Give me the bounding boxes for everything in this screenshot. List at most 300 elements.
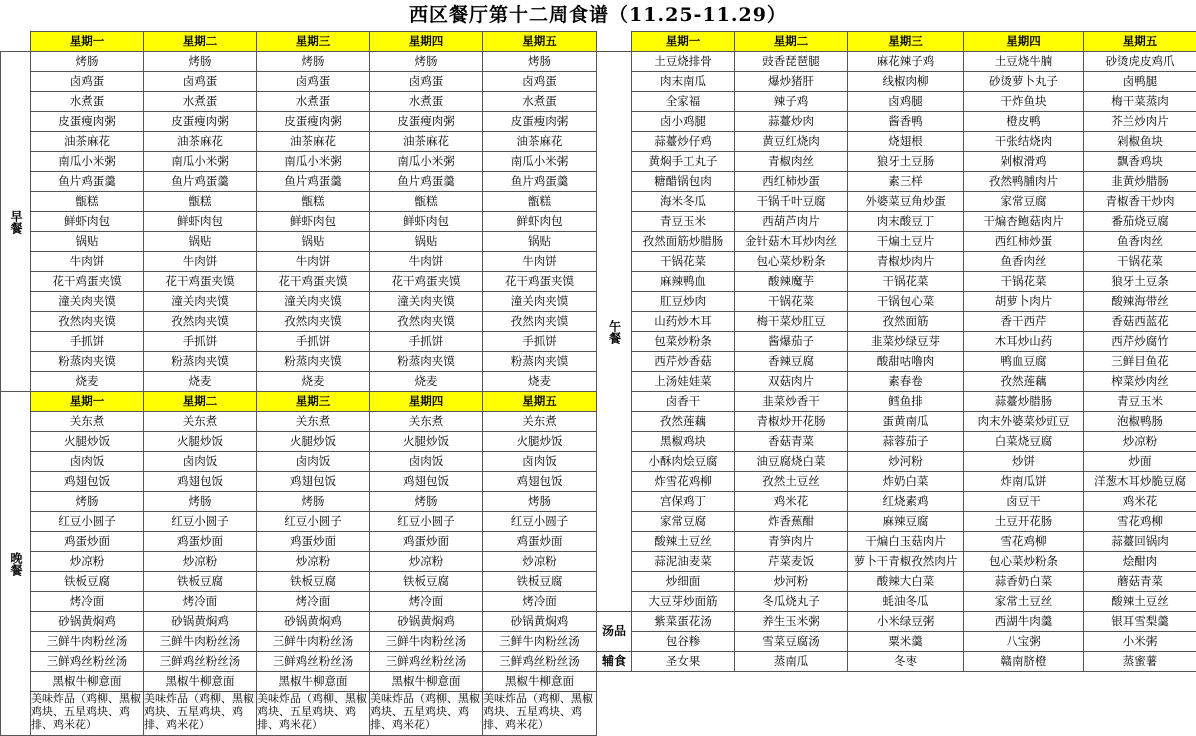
menu-cell: 干锅花菜 <box>848 272 964 292</box>
menu-cell: 卤豆干 <box>964 492 1084 512</box>
day-header: 星期一 <box>632 32 735 52</box>
menu-cell: 炒凉粉 <box>483 552 597 572</box>
menu-cell: 烤冷面 <box>257 592 370 612</box>
menu-cell: 素三样 <box>848 172 964 192</box>
menu-cell: 孜然肉夹馍 <box>31 312 144 332</box>
menu-cell: 关东煮 <box>31 412 144 432</box>
menu-cell: 烤肠 <box>483 492 597 512</box>
menu-cell: 肉末南瓜 <box>632 72 735 92</box>
menu-cell: 美味炸品（鸡柳、黑椒鸡块、五星鸡块、鸡排、鸡米花） <box>144 692 257 736</box>
menu-cell: 蛋黄南瓜 <box>848 412 964 432</box>
menu-cell: 蒜蓉茄子 <box>848 432 964 452</box>
section-label-dinner: 晚餐 <box>1 392 31 736</box>
menu-cell: 黑椒牛柳意面 <box>483 672 597 692</box>
menu-cell: 青豆玉米 <box>1084 392 1196 412</box>
menu-cell: 砂锅黄焖鸡 <box>370 612 483 632</box>
menu-cell: 手抓饼 <box>483 332 597 352</box>
menu-cell: 梅干菜蒸肉 <box>1084 92 1196 112</box>
menu-cell: 养生玉米粥 <box>735 612 848 632</box>
menu-cell: 油茶麻花 <box>370 132 483 152</box>
menu-cell: 洋葱木耳炒脆豆腐 <box>1084 472 1196 492</box>
menu-cell: 火腿炒饭 <box>31 432 144 452</box>
menu-cell: 剁椒鱼块 <box>1084 132 1196 152</box>
menu-cell: 三鲜鸡丝粉丝汤 <box>257 652 370 672</box>
menu-cell: 鸡蛋炒面 <box>257 532 370 552</box>
menu-cell: 南瓜小米粥 <box>31 152 144 172</box>
menu-cell: 西芹炒香菇 <box>632 352 735 372</box>
lunch-row <box>597 252 1196 272</box>
breakfast-row <box>1 172 597 192</box>
menu-cell: 铁板豆腐 <box>31 572 144 592</box>
day-header: 星期五 <box>483 32 597 52</box>
day-header: 星期二 <box>735 32 848 52</box>
lunch-row <box>597 352 1196 372</box>
menu-cell: 牛肉饼 <box>144 252 257 272</box>
breakfast-row <box>1 132 597 152</box>
menu-cell: 烤肠 <box>257 492 370 512</box>
menu-cell: 干煸杏鲍菇肉片 <box>964 212 1084 232</box>
menu-cell: 潼关肉夹馍 <box>144 292 257 312</box>
menu-cell: 火腿炒饭 <box>370 432 483 452</box>
menu-cell: 粉蒸肉夹馍 <box>144 352 257 372</box>
menu-cell: 韭黄炒腊肠 <box>1084 172 1196 192</box>
menu-cell: 鱼片鸡蛋羹 <box>31 172 144 192</box>
menu-cell: 卤小鸡腿 <box>632 112 735 132</box>
menu-cell: 麻花辣子鸡 <box>848 52 964 72</box>
menu-cell: 蒜薹炒肉 <box>735 112 848 132</box>
menu-cell: 卤鸡蛋 <box>257 72 370 92</box>
menu-cell: 炒凉粉 <box>370 552 483 572</box>
menu-cell: 手抓饼 <box>31 332 144 352</box>
lunch-row <box>597 132 1196 152</box>
menu-cell: 锅贴 <box>144 232 257 252</box>
menu-cell: 红豆小圆子 <box>483 512 597 532</box>
lunch-row <box>597 212 1196 232</box>
breakfast-row <box>1 332 597 352</box>
lunch-row <box>597 452 1196 472</box>
menu-cell: 银耳雪梨羹 <box>1084 612 1196 632</box>
menu-cell: 卤鸡蛋 <box>483 72 597 92</box>
lunch-row <box>597 552 1196 572</box>
menu-cell: 小米粥 <box>1084 632 1196 652</box>
breakfast-row <box>1 312 597 332</box>
menu-cell: 砂烫虎皮鸡爪 <box>1084 52 1196 72</box>
menu-cell: 青椒炒开花肠 <box>735 412 848 432</box>
breakfast-row <box>1 152 597 172</box>
menu-cell: 鸡蛋炒面 <box>31 532 144 552</box>
lunch-row <box>597 232 1196 252</box>
dinner-row <box>1 532 597 552</box>
menu-cell: 甑糕 <box>31 192 144 212</box>
menu-cell: 皮蛋瘦肉粥 <box>370 112 483 132</box>
menu-cell: 皮蛋瘦肉粥 <box>483 112 597 132</box>
page-title: 西区餐厅第十二周食谱（11.25-11.29） <box>0 0 1196 31</box>
menu-cell: 卤鸡蛋 <box>144 72 257 92</box>
menu-cell: 三鲜牛肉粉丝汤 <box>370 632 483 652</box>
menu-cell: 三鲜鸡丝粉丝汤 <box>144 652 257 672</box>
corner-cell <box>1 32 31 52</box>
menu-cell: 鸡米花 <box>1084 492 1196 512</box>
menu-cell: 鸡翅包饭 <box>31 472 144 492</box>
menu-cell: 铁板豆腐 <box>370 572 483 592</box>
menu-cell: 蒜薹炒仔鸡 <box>632 132 735 152</box>
menu-cell: 黑椒鸡块 <box>632 432 735 452</box>
menu-cell: 家常豆腐 <box>964 192 1084 212</box>
menu-cell: 油茶麻花 <box>483 132 597 152</box>
menu-cell: 炸香蕉酣 <box>735 512 848 532</box>
menu-cell: 卤肉饭 <box>257 452 370 472</box>
menu-cell: 鸡蛋炒面 <box>483 532 597 552</box>
menu-cell: 土豆烧排骨 <box>632 52 735 72</box>
menu-cell: 红豆小圆子 <box>370 512 483 532</box>
menu-cell: 南瓜小米粥 <box>257 152 370 172</box>
menu-cell: 三鲜鸡丝粉丝汤 <box>370 652 483 672</box>
menu-cell: 花干鸡蛋夹馍 <box>144 272 257 292</box>
menu-cell: 酸辣土豆丝 <box>632 532 735 552</box>
menu-cell: 糖醋锅包肉 <box>632 172 735 192</box>
menu-cell: 宫保鸡丁 <box>632 492 735 512</box>
corner-cell <box>597 32 632 52</box>
menu-cell: 飘香鸡块 <box>1084 152 1196 172</box>
breakfast-row <box>1 52 597 72</box>
menu-cell: 冬瓜烧丸子 <box>735 592 848 612</box>
menu-cell: 烧麦 <box>483 372 597 392</box>
menu-cell: 胡萝卜肉片 <box>964 292 1084 312</box>
section-label-lunch: 午餐 <box>597 52 632 612</box>
menu-cell: 炒面 <box>1084 452 1196 472</box>
day-header: 星期四 <box>370 392 483 412</box>
menu-cell: 烩酣肉 <box>1084 552 1196 572</box>
menu-cell: 肉末外婆菜炒豇豆 <box>964 412 1084 432</box>
menu-cell: 酱香鸭 <box>848 112 964 132</box>
lunch-row <box>597 372 1196 392</box>
menu-cell: 烤肠 <box>257 52 370 72</box>
menu-cell: 鸡翅包饭 <box>483 472 597 492</box>
menu-cell: 雪花鸡柳 <box>964 532 1084 552</box>
menu-cell: 美味炸品（鸡柳、黑椒鸡块、五星鸡块、鸡排、鸡米花） <box>483 692 597 736</box>
menu-cell: 雪菜豆腐汤 <box>735 632 848 652</box>
dinner-fried-row <box>1 692 597 736</box>
menu-cell: 炒凉粉 <box>257 552 370 572</box>
menu-cell: 冬枣 <box>848 652 964 672</box>
menu-cell: 三鲜鸡丝粉丝汤 <box>31 652 144 672</box>
menu-cell: 孜然面筋 <box>848 312 964 332</box>
menu-cell: 圣女果 <box>632 652 735 672</box>
day-header: 星期二 <box>144 32 257 52</box>
menu-cell: 粉蒸肉夹馍 <box>483 352 597 372</box>
menu-cell: 烧麦 <box>31 372 144 392</box>
menu-cell: 粟米羹 <box>848 632 964 652</box>
day-header: 星期三 <box>257 392 370 412</box>
day-header: 星期四 <box>964 32 1084 52</box>
menu-cell: 爆炒猪肝 <box>735 72 848 92</box>
soup-row <box>597 612 1196 632</box>
menu-cell: 烧麦 <box>370 372 483 392</box>
lunch-row <box>597 392 1196 412</box>
breakfast-row <box>1 372 597 392</box>
breakfast-row <box>1 352 597 372</box>
dinner-row <box>1 612 597 632</box>
menu-cell: 紫菜蛋花汤 <box>632 612 735 632</box>
menu-cell: 皮蛋瘦肉粥 <box>31 112 144 132</box>
menu-cell: 黑椒牛柳意面 <box>370 672 483 692</box>
menu-cell: 香菇青菜 <box>735 432 848 452</box>
menu-cell: 砂烫萝卜丸子 <box>964 72 1084 92</box>
menu-cell: 鲜虾肉包 <box>257 212 370 232</box>
menu-cell: 砂锅黄焖鸡 <box>483 612 597 632</box>
menu-cell: 三鲜牛肉粉丝汤 <box>257 632 370 652</box>
menu-cell: 卤肉饭 <box>370 452 483 472</box>
menu-cell: 素春卷 <box>848 372 964 392</box>
menu-cell: 卤鸭腿 <box>1084 72 1196 92</box>
menu-cell: 粉蒸肉夹馍 <box>257 352 370 372</box>
menu-cell: 西芹炒腐竹 <box>1084 332 1196 352</box>
menu-cell: 锅贴 <box>31 232 144 252</box>
menu-cell: 干煸土豆片 <box>848 232 964 252</box>
menu-cell: 鱼香肉丝 <box>1084 232 1196 252</box>
menu-cell: 酱爆茄子 <box>735 332 848 352</box>
menu-cell: 火腿炒饭 <box>483 432 597 452</box>
menu-cell: 美味炸品（鸡柳、黑椒鸡块、五星鸡块、鸡排、鸡米花） <box>370 692 483 736</box>
menu-cell: 酸辣海带丝 <box>1084 292 1196 312</box>
menu-cell: 橙皮鸭 <box>964 112 1084 132</box>
soup-row <box>597 632 1196 652</box>
side-row <box>597 652 1196 672</box>
menu-cell: 双菇肉片 <box>735 372 848 392</box>
menu-cell: 铁板豆腐 <box>257 572 370 592</box>
menu-cell: 小米绿豆粥 <box>848 612 964 632</box>
dinner-row <box>1 652 597 672</box>
menu-cell: 红烧素鸡 <box>848 492 964 512</box>
day-header: 星期五 <box>483 392 597 412</box>
menu-cell: 卤鸡蛋 <box>31 72 144 92</box>
menu-cell: 青笋肉片 <box>735 532 848 552</box>
lunch-row <box>597 92 1196 112</box>
menu-cell: 火腿炒饭 <box>257 432 370 452</box>
menu-cell: 烤冷面 <box>370 592 483 612</box>
menu-cell: 三鲜牛肉粉丝汤 <box>144 632 257 652</box>
lunch-row <box>597 492 1196 512</box>
menu-cell: 三鲜牛肉粉丝汤 <box>483 632 597 652</box>
menu-cell: 香菇西蓝花 <box>1084 312 1196 332</box>
breakfast-row <box>1 232 597 252</box>
day-header: 星期一 <box>31 32 144 52</box>
menu-cell: 包菜炒粉条 <box>632 332 735 352</box>
menu-cell: 肛豆炒肉 <box>632 292 735 312</box>
menu-cell: 番茄烧豆腐 <box>1084 212 1196 232</box>
menu-cell: 牛肉饼 <box>257 252 370 272</box>
menu-cell: 鲜虾肉包 <box>144 212 257 232</box>
section-label-side: 辅食 <box>597 652 632 672</box>
menu-cell: 炸雪花鸡柳 <box>632 472 735 492</box>
menu-cell: 炒凉粉 <box>144 552 257 572</box>
menu-cell: 鲜虾肉包 <box>31 212 144 232</box>
menu-cell: 甑糕 <box>144 192 257 212</box>
menu-cell: 甑糕 <box>483 192 597 212</box>
menu-cell: 砂锅黄焖鸡 <box>257 612 370 632</box>
menu-cell: 干张结烧肉 <box>964 132 1084 152</box>
menu-cell: 手抓饼 <box>370 332 483 352</box>
menu-cell: 三鲜鸡丝粉丝汤 <box>483 652 597 672</box>
menu-cell: 关东煮 <box>370 412 483 432</box>
menu-cell: 小酥肉烩豆腐 <box>632 452 735 472</box>
menu-cell: 蒸南瓜 <box>735 652 848 672</box>
menu-cell: 孜然肉夹馍 <box>483 312 597 332</box>
menu-cell: 炒河粉 <box>848 452 964 472</box>
menu-cell: 泡椒鸭肠 <box>1084 412 1196 432</box>
breakfast-row <box>1 212 597 232</box>
menu-cell: 粉蒸肉夹馍 <box>370 352 483 372</box>
menu-cell: 西红柿炒蛋 <box>964 232 1084 252</box>
day-header: 星期五 <box>1084 32 1196 52</box>
lunch-row <box>597 152 1196 172</box>
menu-cell: 牛肉饼 <box>483 252 597 272</box>
lunch-row <box>597 312 1196 332</box>
menu-cell: 蒜薹炒腊肠 <box>964 392 1084 412</box>
menu-cell: 烤肠 <box>31 492 144 512</box>
menu-cell: 蒜泥油麦菜 <box>632 552 735 572</box>
menu-cell: 油茶麻花 <box>257 132 370 152</box>
menu-cell: 手抓饼 <box>257 332 370 352</box>
menu-cell: 干锅花菜 <box>735 292 848 312</box>
day-header-row <box>597 32 1196 52</box>
menu-cell: 烧麦 <box>257 372 370 392</box>
menu-cell: 麻辣豆腐 <box>848 512 964 532</box>
menu-cell: 炸奶白菜 <box>848 472 964 492</box>
menu-cell: 土豆烧牛腩 <box>964 52 1084 72</box>
menu-cell: 水煮蛋 <box>257 92 370 112</box>
menu-cell: 烤冷面 <box>144 592 257 612</box>
menu-cell: 海米冬瓜 <box>632 192 735 212</box>
menu-cell: 萝卜干青椒孜然肉片 <box>848 552 964 572</box>
menu-cell: 烤肠 <box>144 492 257 512</box>
menu-cell: 甑糕 <box>257 192 370 212</box>
menu-cell: 烧翅根 <box>848 132 964 152</box>
lunch-row <box>597 472 1196 492</box>
lunch-row <box>597 192 1196 212</box>
menu-cell: 潼关肉夹馍 <box>483 292 597 312</box>
menu-cell: 大豆芽炒面筋 <box>632 592 735 612</box>
menu-cell: 豉香琵琶腿 <box>735 52 848 72</box>
menu-cell: 炸南瓜饼 <box>964 472 1084 492</box>
menu-cell: 香干西芹 <box>964 312 1084 332</box>
menu-cell: 酸辣大白菜 <box>848 572 964 592</box>
lunch-row <box>597 572 1196 592</box>
menu-cell: 鱼片鸡蛋羹 <box>483 172 597 192</box>
menu-cell: 鸡蛋炒面 <box>370 532 483 552</box>
menu-cell: 花干鸡蛋夹馍 <box>257 272 370 292</box>
menu-cell: 孜然肉夹馍 <box>257 312 370 332</box>
menu-cell: 酸辣魔芋 <box>735 272 848 292</box>
menu-cell: 酸辣土豆丝 <box>1084 592 1196 612</box>
menu-cell: 卤鸡蛋 <box>370 72 483 92</box>
menu-cell: 西葫芦肉片 <box>735 212 848 232</box>
menu-cell: 干锅千叶豆腐 <box>735 192 848 212</box>
menu-cell: 锅贴 <box>370 232 483 252</box>
dinner-row <box>1 572 597 592</box>
menu-cell: 甑糕 <box>370 192 483 212</box>
menu-cell: 鲜虾肉包 <box>370 212 483 232</box>
menu-cell: 美味炸品（鸡柳、黑椒鸡块、五星鸡块、鸡排、鸡米花） <box>257 692 370 736</box>
lunch-row <box>597 332 1196 352</box>
menu-cell: 皮蛋瘦肉粥 <box>257 112 370 132</box>
menu-cell: 炒凉粉 <box>1084 432 1196 452</box>
menu-cell: 美味炸品（鸡柳、黑椒鸡块、五星鸡块、鸡排、鸡米花） <box>31 692 144 736</box>
menu-cell: 孜然莲藕 <box>964 372 1084 392</box>
menu-cell: 炒河粉 <box>735 572 848 592</box>
menu-cell: 水煮蛋 <box>483 92 597 112</box>
menu-cell: 干锅包心菜 <box>848 292 964 312</box>
menu-cell: 铁板豆腐 <box>144 572 257 592</box>
menu-cell: 芹菜麦饭 <box>735 552 848 572</box>
menu-cell: 三鲜目鱼花 <box>1084 352 1196 372</box>
menu-cell: 青豆玉米 <box>632 212 735 232</box>
dinner-row <box>1 472 597 492</box>
menu-cell: 木耳炒山药 <box>964 332 1084 352</box>
menu-cell: 白菜烧豆腐 <box>964 432 1084 452</box>
menu-cell: 辣子鸡 <box>735 92 848 112</box>
breakfast-row <box>1 192 597 212</box>
menu-cell: 铁板豆腐 <box>483 572 597 592</box>
menu-cell: 花干鸡蛋夹馍 <box>483 272 597 292</box>
dinner-row <box>1 672 597 692</box>
menu-cell: 青椒肉丝 <box>735 152 848 172</box>
menu-cell: 鱼香肉丝 <box>964 252 1084 272</box>
breakfast-dinner-table <box>0 31 597 736</box>
menu-cell: 八宝粥 <box>964 632 1084 652</box>
breakfast-row <box>1 72 597 92</box>
lunch-row <box>597 52 1196 72</box>
menu-cell: 鳕鱼排 <box>848 392 964 412</box>
breakfast-row <box>1 92 597 112</box>
day-header-row <box>1 32 597 52</box>
menu-cell: 赣南脐橙 <box>964 652 1084 672</box>
menu-cell: 鱼片鸡蛋羹 <box>257 172 370 192</box>
menu-cell: 雪花鸡柳 <box>1084 512 1196 532</box>
menu-cell: 土豆开花肠 <box>964 512 1084 532</box>
menu-cell: 潼关肉夹馍 <box>257 292 370 312</box>
menu-cell: 黄豆红烧肉 <box>735 132 848 152</box>
menu-cell: 鸡米花 <box>735 492 848 512</box>
lunch-row <box>597 512 1196 532</box>
dinner-row <box>1 492 597 512</box>
menu-cell: 炒饼 <box>964 452 1084 472</box>
menu-cell: 水煮蛋 <box>144 92 257 112</box>
menu-cell: 狼牙土豆肠 <box>848 152 964 172</box>
menu-cell: 粉蒸肉夹馍 <box>31 352 144 372</box>
menu-cell: 干锅花菜 <box>1084 252 1196 272</box>
menu-cell: 锅贴 <box>257 232 370 252</box>
menu-cell: 蒸蜜薯 <box>1084 652 1196 672</box>
menu-cell: 剁椒滑鸡 <box>964 152 1084 172</box>
menu-cell: 烤冷面 <box>483 592 597 612</box>
menu-cell: 水煮蛋 <box>31 92 144 112</box>
dinner-row <box>1 412 597 432</box>
breakfast-row <box>1 272 597 292</box>
day-header: 星期三 <box>257 32 370 52</box>
lunch-row <box>597 532 1196 552</box>
menu-cell: 烤冷面 <box>31 592 144 612</box>
menu-cell: 鲜虾肉包 <box>483 212 597 232</box>
menu-cell: 外婆菜豆角炒蛋 <box>848 192 964 212</box>
menu-cell: 油茶麻花 <box>144 132 257 152</box>
menu-cell: 韭菜炒绿豆芽 <box>848 332 964 352</box>
menu-cell: 孜然莲藕 <box>632 412 735 432</box>
menu-cell: 卤肉饭 <box>31 452 144 472</box>
menu-cell: 青椒香干炒肉 <box>1084 192 1196 212</box>
menu-cell: 黑椒牛柳意面 <box>257 672 370 692</box>
lunch-row <box>597 432 1196 452</box>
